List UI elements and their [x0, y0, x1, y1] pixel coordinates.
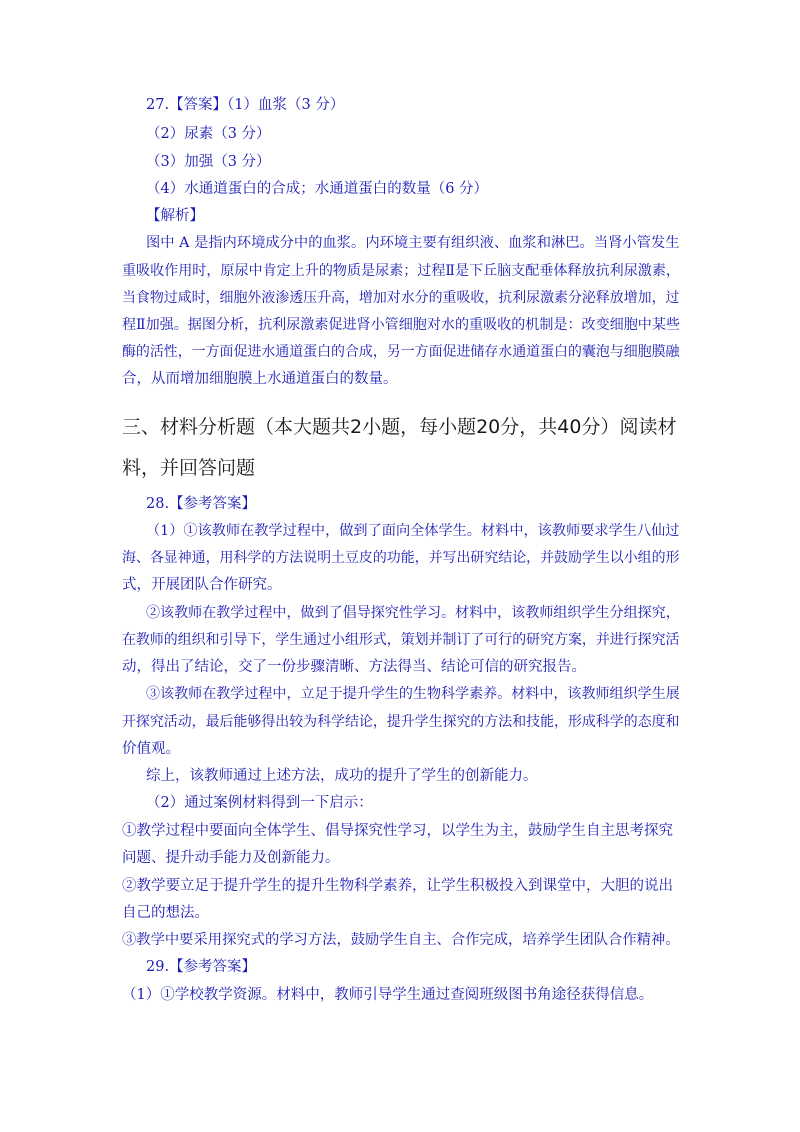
q28-line: ③该教师在教学过程中，立足于提升学生的生物科学素养。材料中，该教师组织学生展 — [146, 686, 680, 702]
q28-line: 海、各显神通，用科学的方法说明土豆皮的功能，并写出研究结论，并鼓励学生以小组的形 — [122, 550, 680, 566]
q28-line: ①教学过程中要面向全体学生、倡导探究性学习，以学生为主，鼓励学生自主思考探究 — [122, 823, 673, 839]
q28-line: 自己的想法。 — [122, 905, 209, 921]
q27-answer-line-2: （2）尿素（3 分） — [146, 126, 271, 142]
q27-answer-line-4: （4）水通道蛋白的合成；水通道蛋白的数量（6 分） — [146, 181, 489, 197]
q27-analysis-label: 【解析】 — [146, 208, 204, 224]
q29-line: （1）①学校教学资源。材料中，教师引导学生通过查阅班级图书角途径获得信息。 — [122, 987, 654, 1003]
q27-analysis-line: 合，从而增加细胞膜上水通道蛋白的数量。 — [122, 371, 398, 387]
q28-line: （1）①该教师在教学过程中，做到了面向全体学生。材料中，该教师要求学生八仙过 — [146, 523, 680, 539]
q27-answer-line-1: 27.【答案】（1）血浆（3 分） — [146, 97, 345, 113]
q28-line: 在教师的组织和引导下，学生通过小组形式，策划并制订了可行的研究方案，并进行探究活 — [122, 632, 680, 648]
q28-line: 问题、提升动手能力及创新能力。 — [122, 850, 340, 866]
q28-line: 价值观。 — [122, 741, 180, 757]
q27-answer-line-3: （3）加强（3 分） — [146, 154, 271, 170]
q27-analysis-line: 酶的活性，一方面促进水通道蛋白的合成，另一方面促进储存水通道蛋白的囊泡与细胞膜融 — [122, 344, 680, 360]
q29-label: 29.【参考答案】 — [146, 959, 257, 975]
q28-line: ②教学要立足于提升学生的提升生物科学素养，让学生积极投入到课堂中，大胆的说出 — [122, 878, 673, 894]
q28-line: 式，开展团队合作研究。 — [122, 577, 282, 593]
q28-line: （2）通过案例材料得到一下启示： — [146, 795, 373, 811]
q28-line: ③教学中要采用探究式的学习方法，鼓励学生自主、合作完成，培养学生团队合作精神。 — [122, 932, 680, 948]
q27-analysis-line: 重吸收作用时，原尿中肯定上升的物质是尿素；过程Ⅱ是下丘脑支配垂体释放抗利尿激素， — [122, 263, 680, 279]
q27-analysis-line: 当食物过咸时，细胞外液渗透压升高，增加对水分的重吸收，抗利尿激素分泌释放增加，过 — [122, 290, 680, 306]
q28-line: 动，得出了结论，交了一份步骤清晰、方法得当、结论可信的研究报告。 — [122, 659, 586, 675]
q28-line: ②该教师在教学过程中，做到了倡导探究性学习。材料中，该教师组织学生分组探究， — [146, 605, 680, 621]
q28-line: 综上，该教师通过上述方法，成功的提升了学生的创新能力。 — [146, 768, 538, 784]
q28-label: 28.【参考答案】 — [146, 496, 257, 512]
section-heading-line-1: 三、材料分析题（本大题共2小题，每小题20分，共40分）阅读材 — [122, 416, 677, 438]
q28-line: 开探究活动，最后能够得出较为科学结论，提升学生探究的方法和技能，形成科学的态度和 — [122, 714, 680, 730]
section-heading-line-2: 料，并回答问题 — [122, 457, 256, 479]
q27-analysis-line: 程Ⅱ加强。据图分析，抗利尿激素促进肾小管细胞对水的重吸收的机制是：改变细胞中某些 — [122, 317, 680, 333]
q27-analysis-line: 图中 A 是指内环境成分中的血浆。内环境主要有组织液、血浆和淋巴。当肾小管发生 — [146, 235, 680, 251]
